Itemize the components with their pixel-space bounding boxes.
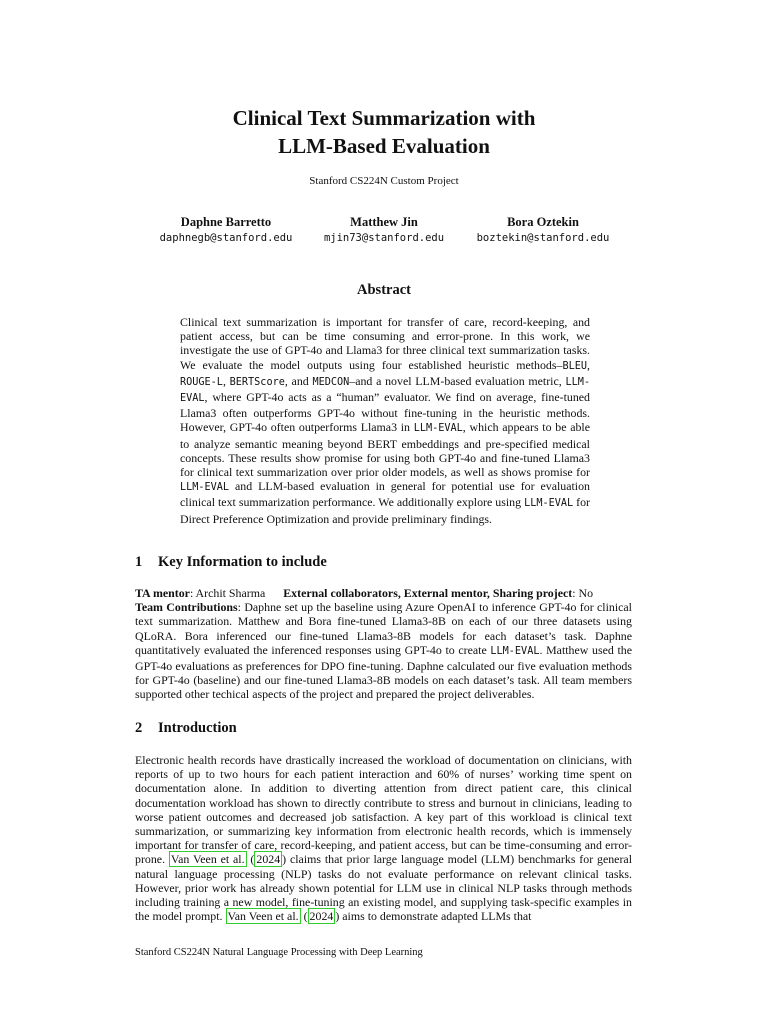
title-line-1: Clinical Text Summarization with <box>232 106 536 130</box>
section-number: 1 <box>135 554 143 570</box>
abstract-text-run: Clinical text summarization is important for transfer of care, record-keeping, and patient access, but can be time consuming and error-prone. In this work, we investigate the use of GPT-4o and Llama3 for three clinical text summarization tasks. We evaluate the model outputs using four established heuristic methods– <box>180 315 590 372</box>
author-email: boztekin@stanford.edu <box>476 232 610 244</box>
abstract-text-run: , where GPT-4o acts as a “human” evaluator. We find on average, fine-tuned Llama3 often outperforms GPT-4o without fine-tuning in the heuristic methods. However, GPT-4o often outperforms Llama3 in <box>180 390 590 435</box>
author-name: Bora Oztekin <box>507 215 579 229</box>
metric-llm-eval: LLM-EVAL <box>180 376 590 405</box>
mentor-line <box>135 586 632 600</box>
abstract-text-run: , <box>587 357 590 372</box>
citation-year-link[interactable]: 2024 <box>309 909 334 924</box>
abstract-text <box>180 315 590 526</box>
metric-medcon: MEDCON <box>312 376 350 388</box>
metric-llm-eval: LLM-EVAL <box>413 423 463 435</box>
team-contributions <box>135 600 632 701</box>
abstract-text-run: , which appears to be able to analyze semantic meaning beyond BERT embeddings and pre-specified medical concepts. These results show promise for using both GPT-4o and fine-tuned Llama3 for clinical text summarization over prior older models, as well as shows promise for <box>180 420 590 480</box>
team-contributions-text: . Matthew used the GPT-4o evaluations as preferences for DPO fine-tuning. Daphne calculated our five evaluation methods for GPT-4o (baseline) and our fine-tuned Llama3-8B models on each dataset’s task. All team members supported other techical aspects of the project and prepared the project deliverables. <box>135 642 632 702</box>
introduction-body <box>135 753 632 923</box>
metric-llm-eval: LLM-EVAL <box>180 482 230 494</box>
abstract-text-run: , <box>222 373 230 388</box>
author-email: mjin73@stanford.edu <box>323 232 445 244</box>
author-block <box>423 214 663 246</box>
author-name: Matthew Jin <box>350 215 418 229</box>
team-contributions-text: : Daphne set up the baseline using Azure OpenAI to inference GPT-4o for clinical text summarization. Matthew and Bora fine-tuned Llama3-8B on each of our three datasets using QLoRA. Bora inferenced our fine-tuned Llama3-8B models for each dataset’s task. Daphne quantitatively evaluated the inferenced responses using GPT-4o to create <box>135 600 632 657</box>
metric-rouge: ROUGE-L <box>180 376 223 388</box>
abstract-text-run: , and <box>284 373 313 388</box>
ta-mentor-value: : Archit Sharma <box>189 586 266 600</box>
collaborators-label: External collaborators, External mentor, Sharing project <box>283 586 573 600</box>
key-information-body <box>135 586 632 702</box>
author-email: daphnegb@stanford.edu <box>159 232 293 244</box>
abstract-heading: Abstract <box>357 282 411 298</box>
abstract-text-run: –and a novel LLM-based evaluation metric, <box>349 373 566 388</box>
paper-subtitle: Stanford CS224N Custom Project <box>309 175 459 187</box>
section-title: Key Information to include <box>158 554 327 570</box>
citation-year-link[interactable]: 2024 <box>256 852 281 867</box>
abstract-text-run: and LLM-based evaluation in general for potential use for evaluation clinical text summarization performance. We additionally explore using <box>180 479 590 510</box>
intro-text-run: claims that prior large language model (LLM) benchmarks for general natural language processing (NLP) tasks do not evaluate performance on relevant clinical tasks. However, prior work has already shown potential for LLM use in clinical NLP tasks through methods including training a new model, fine-tuning an existing model, and supplying task-specific examples in the model prompt. <box>135 852 632 924</box>
page-footer: Stanford CS224N Natural Language Processing with Deep Learning <box>135 947 423 958</box>
citation-link[interactable]: Van Veen et al. <box>227 909 299 924</box>
introduction-paragraph: Electronic health records have drastically increased the workload of documentation on clinicians, with reports of up to two hours for each patient interaction and 60% of nurses’ working time spent on documentation alone. In addition to diverting attention from direct patient care, this clinical documentation workload has shown to directly contribute to stress and burnout in clinicians, leading to worse patient outcomes and decreased job satisfaction. A key part of this workload is clinical text summarization, or summarizing key information from electronic health records, which is immensely important for transfer of care, record-keeping, and patient access, but can be time-consuming and error-prone. Van Veen et al. ( 2024 ) claims that prior large language model (LLM) benchmarks for general natural language processing (NLP) tasks do not evaluate performance on relevant clinical tasks. However, prior work has already shown potential for LLM use in clinical NLP tasks through methods including training a new model, fine-tuning an existing model, and supplying task-specific examples in the model prompt. Van Veen et al. ( 2024 ) aims to demonstrate adapted LLMs that <box>135 753 632 924</box>
metric-bleu: BLEU <box>562 360 588 372</box>
ta-mentor-label: TA mentor <box>135 586 190 600</box>
author-name: Daphne Barretto <box>180 215 272 229</box>
paper-title <box>0 104 768 160</box>
intro-text-run: Electronic health records have drastically increased the workload of documentation on clinicians, with reports of up to two hours for each patient interaction and 60% of nurses’ working time spent on documentation alone. In addition to diverting attention from direct patient care, this clinical documentation workload has shown to directly contribute to stress and burnout in clinicians, leading to worse patient outcomes and decreased job satisfaction. A key part of this workload is clinical text summarization, or summarizing key information from electronic health records, which is immensely important for transfer of care, record-keeping, and patient access, but can be time-consuming and error-prone. <box>135 753 632 867</box>
citation-link[interactable]: Van Veen et al. <box>170 852 245 867</box>
team-contributions-label: Team Contributions <box>135 600 238 615</box>
section-number: 2 <box>135 720 143 736</box>
metric-llm-eval: LLM-EVAL <box>524 498 574 510</box>
intro-text-run: aims to demonstrate adapted LLMs that <box>339 909 532 924</box>
abstract-text-run: for Direct Preference Optimization and provide preliminary findings. <box>180 495 591 526</box>
metric-llm-eval: LLM-EVAL <box>490 645 540 657</box>
title-line-2: LLM-Based Evaluation <box>278 134 490 158</box>
section-heading <box>135 719 635 737</box>
collaborators-value: : No <box>572 586 594 600</box>
section-title: Introduction <box>158 720 237 736</box>
section-heading <box>135 553 635 571</box>
metric-bertscore: BERTScore <box>229 376 285 388</box>
